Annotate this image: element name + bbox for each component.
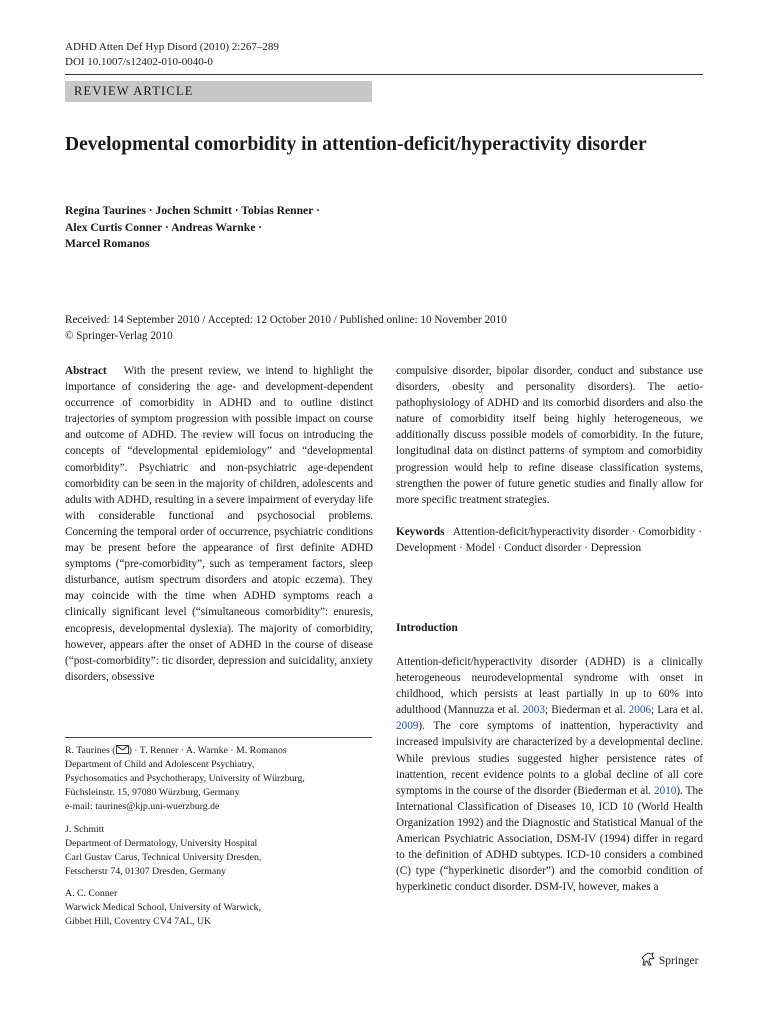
citation-link[interactable]: 2009	[396, 720, 419, 733]
affiliation-line: A. C. Conner	[65, 888, 118, 899]
header-rule	[65, 74, 703, 75]
abstract-left-column	[65, 363, 373, 685]
intro-text: ; Lara et al.	[651, 704, 703, 717]
affiliation-line: Fetscherstr 74, 01307 Dresden, Germany	[65, 866, 227, 877]
affiliation-line: Department of Child and Adolescent Psychiatry,	[65, 759, 255, 770]
affiliation-3	[65, 887, 372, 929]
introduction-body	[396, 654, 703, 895]
publisher-logo	[640, 952, 698, 967]
keywords-label: Keywords	[396, 525, 445, 538]
introduction-heading: Introduction	[396, 622, 458, 634]
affiliation-line: Füchsleinstr. 15, 97080 Würzburg, Germany	[65, 787, 240, 798]
envelope-icon	[116, 745, 129, 754]
affiliation-names: R. Taurines (	[65, 745, 116, 756]
publication-dates	[65, 313, 705, 344]
abstract-label: Abstract	[65, 365, 107, 377]
affiliation-line: J. Schmitt	[65, 824, 105, 835]
author-line: Regina Taurines · Jochen Schmitt · Tobias Renner ·	[65, 204, 320, 217]
email-link[interactable]: e-mail: taurines@kjp.uni-wuerzburg.de	[65, 801, 220, 812]
affiliation-line: Department of Dermatology, University Hospital	[65, 838, 258, 849]
journal-doi: DOI 10.1007/s12402-010-0040-0	[65, 56, 213, 68]
abstract-text-part2: compulsive disorder, bipolar disorder, conduct and substance use disorders, obesity and personality disorders). The aetio-pathophysiology of ADHD and its comorbid disorders and also the nature of comorbidity itself being highly heterogeneous, we additionally discuss possible models of comorbidity. In the future, longitudinal data on distinct patterns of symptom and comorbidity progression would help to refine disease classification systems, strengthen the power of future genetic studies and finally allow for more specific treatment strategies.	[396, 365, 703, 506]
author-list	[65, 203, 405, 253]
intro-text: ). The core symptoms of inattention, hyperactivity and increased impulsivity are characterized by a developmental decline. While previous studies suggested higher persistence rates of inattention, recent evidence points to a global decline of all core symptoms in the course of the disorder (Biederman et al.	[396, 720, 703, 797]
affiliation-line: Warwick Medical School, University of Warwick,	[65, 902, 262, 913]
author-line: Marcel Romanos	[65, 237, 150, 250]
journal-issue: ADHD Atten Def Hyp Disord (2010) 2:267–289	[65, 41, 279, 53]
article-title: Developmental comorbidity in attention-deficit/hyperactivity disorder	[65, 134, 647, 155]
intro-text: ). The International Classification of Diseases 10, ICD 10 (World Health Organization 1992) and the Diagnostic and Statistical Manual of the American Psychiatric Association, DSM-IV (1994) differ in regard to the definition of ADHD subtypes. ICD-10 considers a combined (C) type (“hyperkinetic disorder”) and the comorbid condition of hyperkinetic conduct disorder. DSM-IV, however, makes a	[396, 784, 704, 894]
affiliation-names-end: ) · T. Renner · A. Warnke · M. Romanos	[128, 745, 287, 756]
intro-text: ; Biederman et al.	[544, 704, 629, 717]
author-line: Alex Curtis Conner · Andreas Warnke ·	[65, 220, 263, 234]
citation-link[interactable]: 2006	[628, 704, 652, 717]
copyright-line: © Springer-Verlag 2010	[65, 329, 173, 342]
affiliation-line: Carl Gustav Carus, Technical University Dresden,	[65, 852, 262, 863]
citation-link[interactable]: 2003	[522, 704, 545, 717]
intro-text: Attention-deficit/hyperactivity disorder (ADHD) is a clinically heterogeneous neurodevelopmental syndrome with onset in childhood, which persists at least partially in up to 60% into adulthood (Mannuzza et al.	[396, 656, 703, 717]
citation-link[interactable]: 2010	[654, 784, 677, 797]
keywords	[396, 524, 703, 556]
abstract-right-column	[396, 363, 703, 556]
keywords-text: Attention-deficit/hyperactivity disorder · Comorbidity · Development · Model · Conduct disorder · Depression	[396, 525, 703, 554]
abstract-text-part1: With the present review, we intend to highlight the importance of considering the age- and development-dependent occurrence of comorbidity in ADHD and to outline distinct trajectories of symptom progression with possible impact on course and outcome of ADHD. The review will focus on introducing the concepts of “developmental epidemiology” and “developmental comorbidity”. Psychiatric and non-psychiatric age-dependent comorbidity can be seen in the majority of children, adolescents and adults with ADHD, resulting in a severe impairment of everyday life with considerable functional and psychosocial problems. Concerning the temporal order of occurrence, psychiatric conditions may be present before the appearance of first definite ADHD symptoms (“pre-comorbidity”, such as temperament factors, sleep disturbance, autism spectrum disorders and atopic eczema). They may coincide with the time when ADHD symptoms reach a clinically significant level (“simultaneous comorbidity”: enuresis, encopresis, developmental dyslexia). The majority of comorbidity, however, appears after the onset of ADHD in the course of disease (“post-comorbidity”: tic disorder, depression and suicidality, anxiety disorders, obsessive	[65, 365, 374, 683]
affiliation-1	[65, 744, 372, 814]
springer-horse-icon	[640, 952, 656, 966]
affiliation-line: Psychosomatics and Psychotherapy, University of Würzburg,	[65, 773, 305, 784]
article-type-label: REVIEW ARTICLE	[74, 84, 194, 98]
affiliation-line: Gibbet Hill, Coventry CV4 7AL, UK	[65, 916, 212, 927]
publisher-name: Springer	[658, 955, 699, 967]
affiliation-2	[65, 823, 372, 879]
history-line: Received: 14 September 2010 / Accepted: 12 October 2010 / Published online: 10 November 2010	[65, 314, 507, 326]
journal-citation	[65, 40, 279, 70]
affiliation-rule	[65, 737, 372, 738]
